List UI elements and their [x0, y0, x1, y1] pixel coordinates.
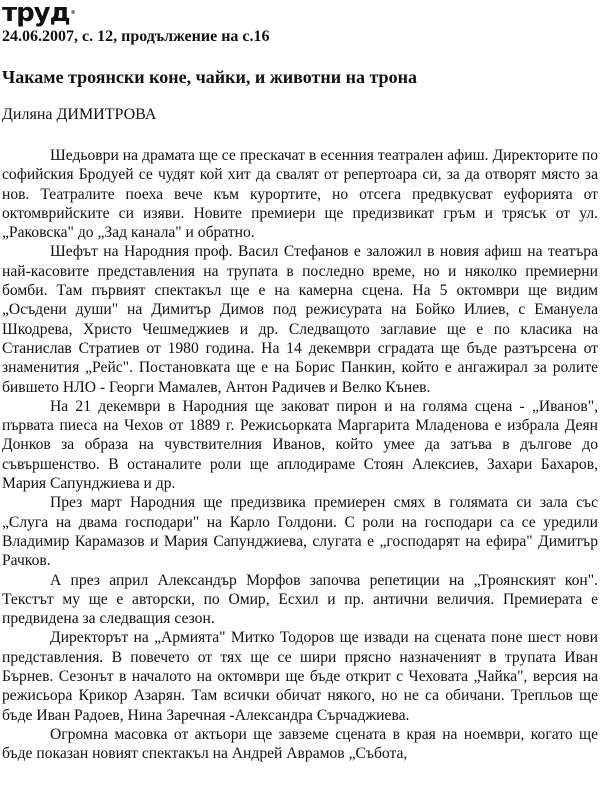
article-title: Чакаме троянски коне, чайки, и животни на трона	[2, 67, 417, 87]
registered-mark: ®	[70, 10, 75, 16]
paragraph: Огромна масовка от актьори ще завземе сцената в края на ноември, когато ще бъде показан новият спектакъл на Андрей Аврамов „Събота,	[2, 725, 598, 763]
article-author: Диляна ДИМИТРОВА	[2, 106, 157, 123]
paragraph: А през април Александър Морфов започва репетиции на „Троянският кон". Текстът му ще е авторски, по Омир, Есхил и пр. антични величия. Премиерата е предвидена за следващия сезон.	[2, 571, 598, 628]
logo-text: труд	[2, 0, 70, 28]
paragraph: През март Народния ще предизвика премиерен смях в голямата си зала със „Слуга на двама господари" на Карло Голдони. С роли на господари са се уредили Владимир Карамазов и Мария Сапунджиева, слугата е „господарят на ефира" Димитър Рачков.	[2, 494, 598, 570]
paragraph: На 21 декември в Народния ще заковат пирон и на голяма сцена - „Иванов", първата пиеса на Чехов от 1889 г. Режисьорката Маргарита Младенова е избрала Деян Донков за образа на чувствителния Иванов, който умее да затъва в дългове до съвършенство. В останалите роли ще аплодираме Стоян Алексиев, Захари Бахаров, Мария Сапунджиева и др.	[2, 397, 598, 493]
dateline: 24.06.2007, с. 12, продължение на с.16	[2, 28, 270, 45]
newspaper-logo	[2, 0, 75, 28]
article-body	[2, 146, 598, 764]
paragraph: Директорът на „Армията" Митко Тодоров ще извади на сцената поне шест нови представления. В повечето от тях ще се шири прясно назначеният в трупата Иван Бърнев. Сезонът в началото на октомври ще бъде открит с Чеховата „Чайка", версия на режисьора Крикор Азарян. Там всички обичат някого, но не са обичани. Трепльов ще бъде Иван Радоев, Нина Заречная -Александра Сърчаджиева.	[2, 629, 598, 724]
paragraph: Шедьоври на драмата ще се прескачат в есенния театрален афиш. Директорите по софийския Бродуей се чудят кой хит да свалят от репертоара си, за да отворят място за нов. Театралите поеха вече към курортите, но отсега предвкусват еуфорията от октомврийските си изяви. Новите премиери ще предизвикат гръм и трясък от ул. „Раковска" до „Зад канала" и обратно.	[2, 147, 598, 242]
paragraph: Шефът на Народния проф. Васил Стефанов е заложил в новия афиш на театъра най-касовите представления на трупата в последно време, но и няколко премиерни бомби. Там първият спектакъл ще е на камерна сцена. На 5 октомври ще видим „Осъдени души" на Димитър Димов под режисурата на Бойко Илиев, с Емануела Шкодрева, Христо Чешмеджиев и др. Следващото заглавие ще е по класика на Станислав Стратиев от 1980 година. На 14 декември сградата ще бъде разтърсена от знаменития „Рейс". Постановката ще е на Борис Панкин, който е ангажирал за ролите бившето НЛО - Георги Мамалев, Антон Радичев и Велко Кънев.	[2, 243, 598, 396]
